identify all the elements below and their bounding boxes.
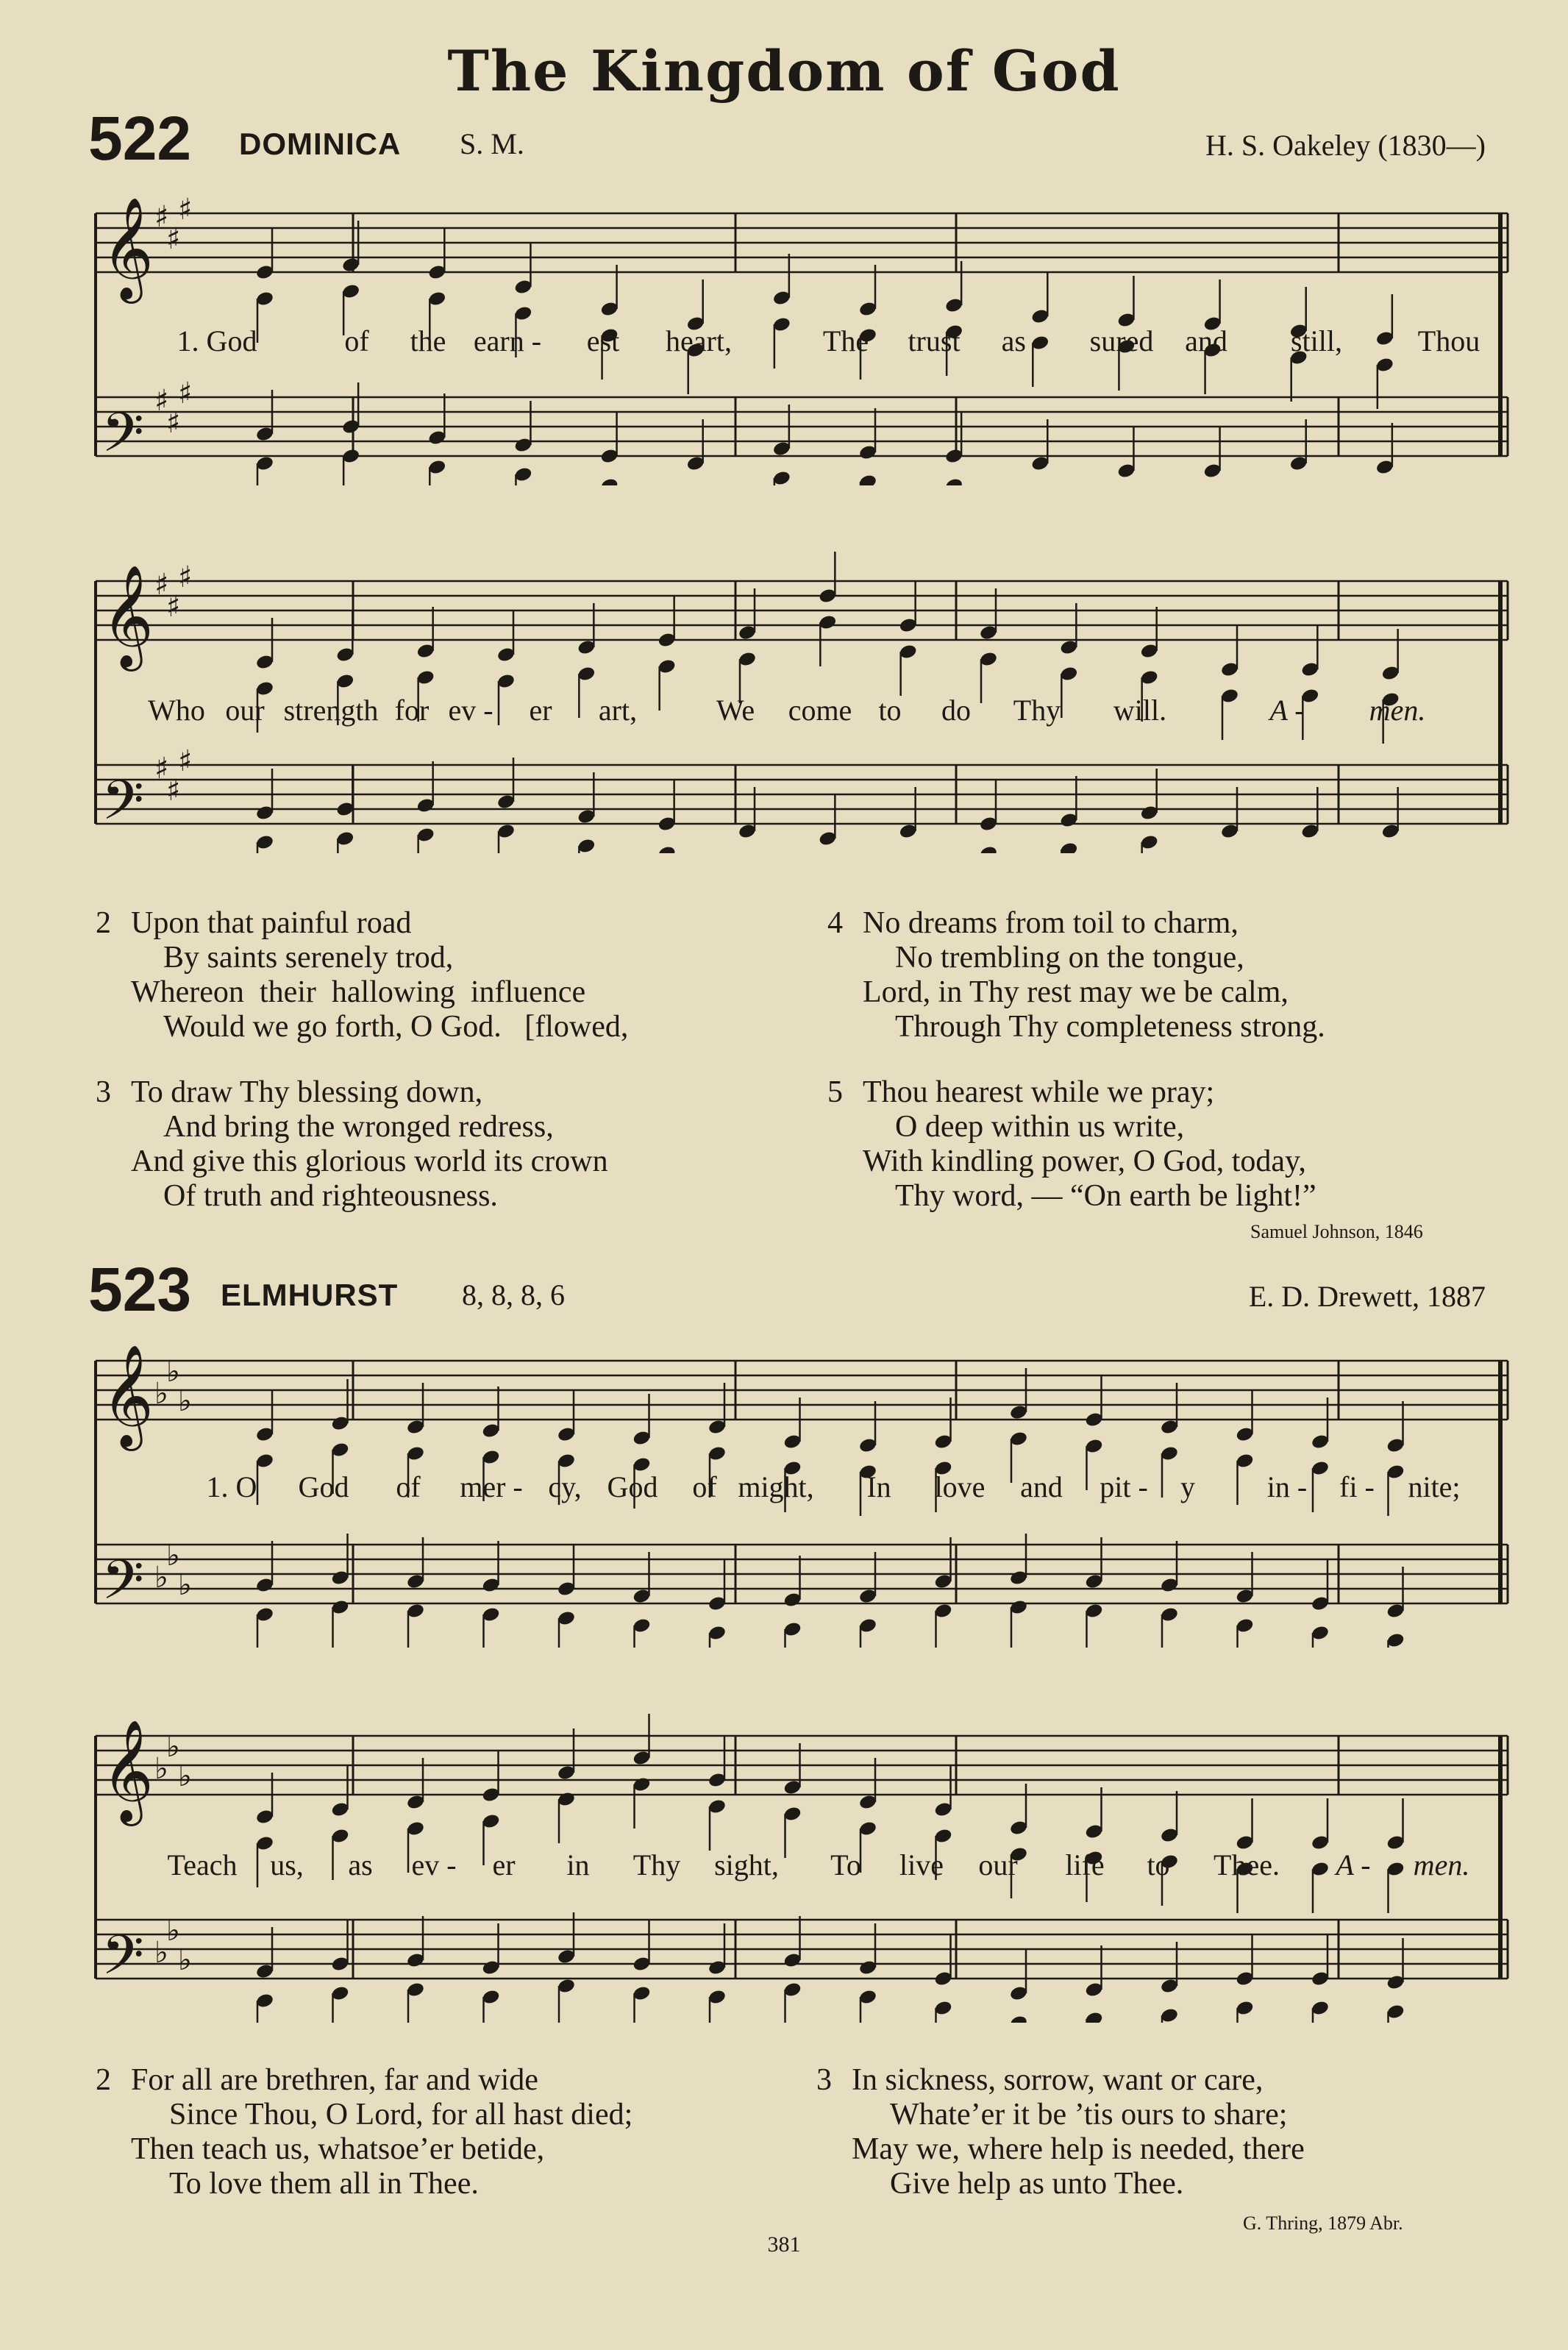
stanza-line: Would we go forth, O God. [flowed,	[163, 1010, 629, 1044]
stanza-line: Lord, in Thy rest may we be calm,	[863, 975, 1289, 1009]
stanza-line: Give help as unto Thee.	[890, 2167, 1184, 2201]
note-head	[1009, 2015, 1028, 2023]
flat-sign: ♭	[178, 1384, 192, 1418]
note-head	[944, 477, 963, 485]
note-head	[599, 477, 619, 485]
lyric-syllable: Thou	[1417, 324, 1480, 357]
stanza-line: And bring the wronged redress,	[163, 1110, 554, 1144]
lyric-syllable: of	[396, 1470, 421, 1503]
stanza	[96, 1075, 758, 1214]
lyric-syllable: y	[1180, 1470, 1195, 1503]
stanza-line: By saints serenely trod,	[163, 941, 454, 975]
sharp-sign: ♯	[166, 406, 181, 440]
sharp-sign: ♯	[166, 222, 181, 256]
stanza-line: For all are brethren, far and wide	[131, 2063, 538, 2097]
stanza-line: Through Thy completeness strong.	[895, 1010, 1325, 1044]
lyric-syllable: in	[566, 1848, 590, 1881]
flat-sign: ♭	[166, 1539, 180, 1573]
lyric-syllable: love	[934, 1470, 986, 1503]
lyric-syllable: Thee.	[1214, 1848, 1280, 1881]
sharp-sign: ♯	[178, 744, 193, 778]
note-head	[1300, 852, 1319, 853]
note-head	[899, 852, 918, 853]
lyric-syllable: heart,	[666, 324, 732, 357]
lyric-syllable: men.	[1413, 1848, 1470, 1881]
lyric-syllable: To	[830, 1848, 861, 1881]
note-head	[1381, 852, 1400, 853]
lyrics-row	[88, 1848, 1515, 1884]
lyric-syllable: live	[899, 1848, 944, 1881]
stanza-number: 2	[96, 906, 111, 940]
meter: 8, 8, 8, 6	[462, 1278, 565, 1311]
lyrics-row	[88, 1470, 1515, 1506]
lyric-syllable: us,	[270, 1848, 304, 1881]
stanza-number: 3	[816, 2063, 832, 2097]
lyric-syllable: Thy	[632, 1848, 681, 1881]
author-credit: G. Thring, 1879 Abr.	[1243, 2212, 1403, 2234]
stanza-line: No dreams from toil to charm,	[863, 906, 1239, 940]
hymn-523-system-1	[88, 1324, 1515, 1662]
lyric-syllable: still,	[1290, 324, 1343, 357]
bass-clef: 𝄢	[101, 401, 144, 478]
lyric-syllable: 1. God	[177, 324, 257, 357]
flat-sign: ♭	[154, 1936, 168, 1970]
page-number: 381	[767, 2232, 801, 2257]
stanza-number: 2	[96, 2063, 111, 2097]
treble-clef: 𝄞	[101, 565, 154, 667]
lyric-syllable: our	[978, 1848, 1018, 1881]
meter: S. M.	[460, 127, 524, 160]
stanza-line: No trembling on the tongue,	[895, 941, 1244, 975]
lyric-syllable: as -	[1001, 324, 1044, 357]
lyric-syllable: to	[1147, 1848, 1170, 1881]
flat-sign: ♭	[154, 1561, 168, 1595]
hymn-523-system-2	[88, 1699, 1515, 2045]
stanza-line: Thy word, — “On earth be light!”	[895, 1179, 1316, 1213]
lyric-syllable: of	[344, 324, 369, 357]
stanza-line: Whereon their hallowing influence	[131, 975, 586, 1009]
treble-clef: 𝄞	[101, 1345, 154, 1447]
stanza-number: 3	[96, 1075, 111, 1109]
composer: E. D. Drewett, 1887	[1248, 1280, 1486, 1313]
hymn-522-system-2	[88, 544, 1515, 883]
lyric-syllable: Thy	[1013, 694, 1061, 727]
stanza-line: To draw Thy blessing down,	[131, 1075, 483, 1109]
lyric-syllable: A -	[1269, 694, 1305, 727]
lyric-syllable: We	[716, 694, 755, 727]
stanza	[816, 2063, 1478, 2201]
lyric-syllable: sured	[1089, 324, 1154, 357]
stanza-line: May we, where help is needed, there	[852, 2132, 1305, 2166]
treble-clef: 𝄞	[101, 1720, 154, 1822]
lyric-syllable: as	[348, 1848, 373, 1881]
stanza	[827, 906, 1489, 1044]
flat-sign: ♭	[178, 1568, 192, 1602]
flat-sign: ♭	[166, 1730, 180, 1764]
stanza-line: Then teach us, whatsoe’er betide,	[131, 2132, 545, 2166]
sharp-sign: ♯	[178, 560, 193, 594]
sharp-sign: ♯	[178, 377, 193, 410]
stanza	[96, 906, 758, 1044]
stanza-line: Whate’er it be ’tis ours to share;	[890, 2098, 1288, 2132]
hymn-523-header	[88, 1254, 1486, 1335]
hymn-522-system-1	[88, 177, 1515, 508]
lyric-syllable: come	[788, 694, 852, 727]
stanza-line: Upon that painful road	[131, 906, 412, 940]
note-head	[979, 845, 998, 853]
lyric-syllable: art,	[598, 694, 638, 727]
stanza-line: And give this glorious world its crown	[131, 1144, 608, 1178]
lyric-syllable: 1. O	[206, 1470, 257, 1503]
lyric-syllable: for	[394, 694, 430, 727]
lyric-syllable: sight,	[714, 1848, 779, 1881]
lyric-syllable: fi -	[1339, 1470, 1375, 1503]
sharp-sign: ♯	[154, 200, 169, 234]
lyrics-row	[88, 693, 1515, 730]
lyric-syllable: do	[941, 694, 971, 727]
lyric-syllable: earn -	[473, 324, 542, 357]
lyric-syllable: of	[692, 1470, 717, 1503]
bass-clef: 𝄢	[101, 769, 144, 846]
flat-sign: ♭	[166, 1355, 180, 1389]
sharp-sign: ♯	[154, 384, 169, 418]
stanza-line: With kindling power, O God, today,	[863, 1144, 1306, 1178]
lyric-syllable: pit -	[1100, 1470, 1148, 1503]
bass-clef: 𝄢	[101, 1548, 144, 1626]
lyrics-row	[88, 324, 1515, 360]
page-title: The Kingdom of God	[447, 38, 1121, 104]
lyric-syllable: life	[1065, 1848, 1105, 1881]
lyric-syllable: the	[410, 324, 446, 357]
treble-clef: 𝄞	[101, 197, 154, 299]
note-head	[738, 852, 757, 853]
hymn-number: 523	[88, 1255, 192, 1324]
lyric-syllable: God	[298, 1470, 349, 1503]
flat-sign: ♭	[166, 1914, 180, 1948]
stanza-line: O deep within us write,	[895, 1110, 1185, 1144]
lyric-syllable: est	[586, 324, 620, 357]
lyric-syllable: and	[1185, 324, 1227, 357]
stanza-line: Of truth and righteousness.	[163, 1179, 498, 1213]
bass-clef: 𝄢	[101, 1923, 144, 2001]
tune-name: ELMHURST	[221, 1278, 399, 1312]
stanza-line: Since Thou, O Lord, for all hast died;	[169, 2098, 633, 2132]
sharp-sign: ♯	[166, 590, 181, 624]
lyric-syllable: our	[225, 694, 265, 727]
lyric-syllable: strength	[283, 694, 379, 727]
stanza-line: Thou hearest while we pray;	[863, 1075, 1215, 1109]
stanza-line: In sickness, sorrow, want or care,	[852, 2063, 1264, 2097]
stanza	[96, 2063, 758, 2201]
sharp-sign: ♯	[154, 752, 169, 786]
lyric-syllable: er	[529, 694, 552, 727]
flat-sign: ♭	[178, 1759, 192, 1793]
lyric-syllable: in -	[1266, 1470, 1308, 1503]
stanza-line: To love them all in Thee.	[169, 2167, 479, 2201]
lyric-syllable: A -	[1336, 1848, 1371, 1881]
note-head	[658, 845, 677, 853]
lyric-syllable: God	[607, 1470, 658, 1503]
author-credit: Samuel Johnson, 1846	[1250, 1221, 1423, 1242]
flat-sign: ♭	[154, 1377, 168, 1411]
sharp-sign: ♯	[154, 568, 169, 602]
lyric-syllable: might,	[738, 1470, 814, 1503]
lyric-syllable: The	[822, 324, 869, 357]
flat-sign: ♭	[154, 1752, 168, 1786]
lyric-syllable: mer -	[460, 1470, 523, 1503]
stanza-number: 4	[827, 906, 843, 940]
stanza-number: 5	[827, 1075, 843, 1109]
lyric-syllable: cy,	[548, 1470, 582, 1503]
composer: H. S. Oakeley (1830—)	[1205, 129, 1486, 162]
hymn-number: 522	[88, 104, 192, 173]
lyric-syllable: trust	[908, 324, 961, 357]
sharp-sign: ♯	[166, 774, 181, 808]
lyric-syllable: ev -	[411, 1848, 457, 1881]
stanza	[827, 1075, 1489, 1214]
tune-name: DOMINICA	[239, 127, 402, 161]
lyric-syllable: Teach	[167, 1848, 238, 1881]
lyric-syllable: nite;	[1408, 1470, 1461, 1503]
sharp-sign: ♯	[178, 193, 193, 227]
lyric-syllable: Who	[148, 694, 205, 727]
lyric-syllable: to	[878, 694, 902, 727]
flat-sign: ♭	[178, 1943, 192, 1977]
lyric-syllable: er	[492, 1848, 516, 1881]
hymn-522-header	[88, 103, 1486, 184]
lyric-syllable: men.	[1369, 694, 1426, 727]
lyric-syllable: and	[1020, 1470, 1063, 1503]
lyric-syllable: will.	[1113, 694, 1167, 727]
note-head	[1220, 852, 1239, 853]
lyric-syllable: In	[866, 1470, 891, 1503]
lyric-syllable: ev -	[448, 694, 493, 727]
